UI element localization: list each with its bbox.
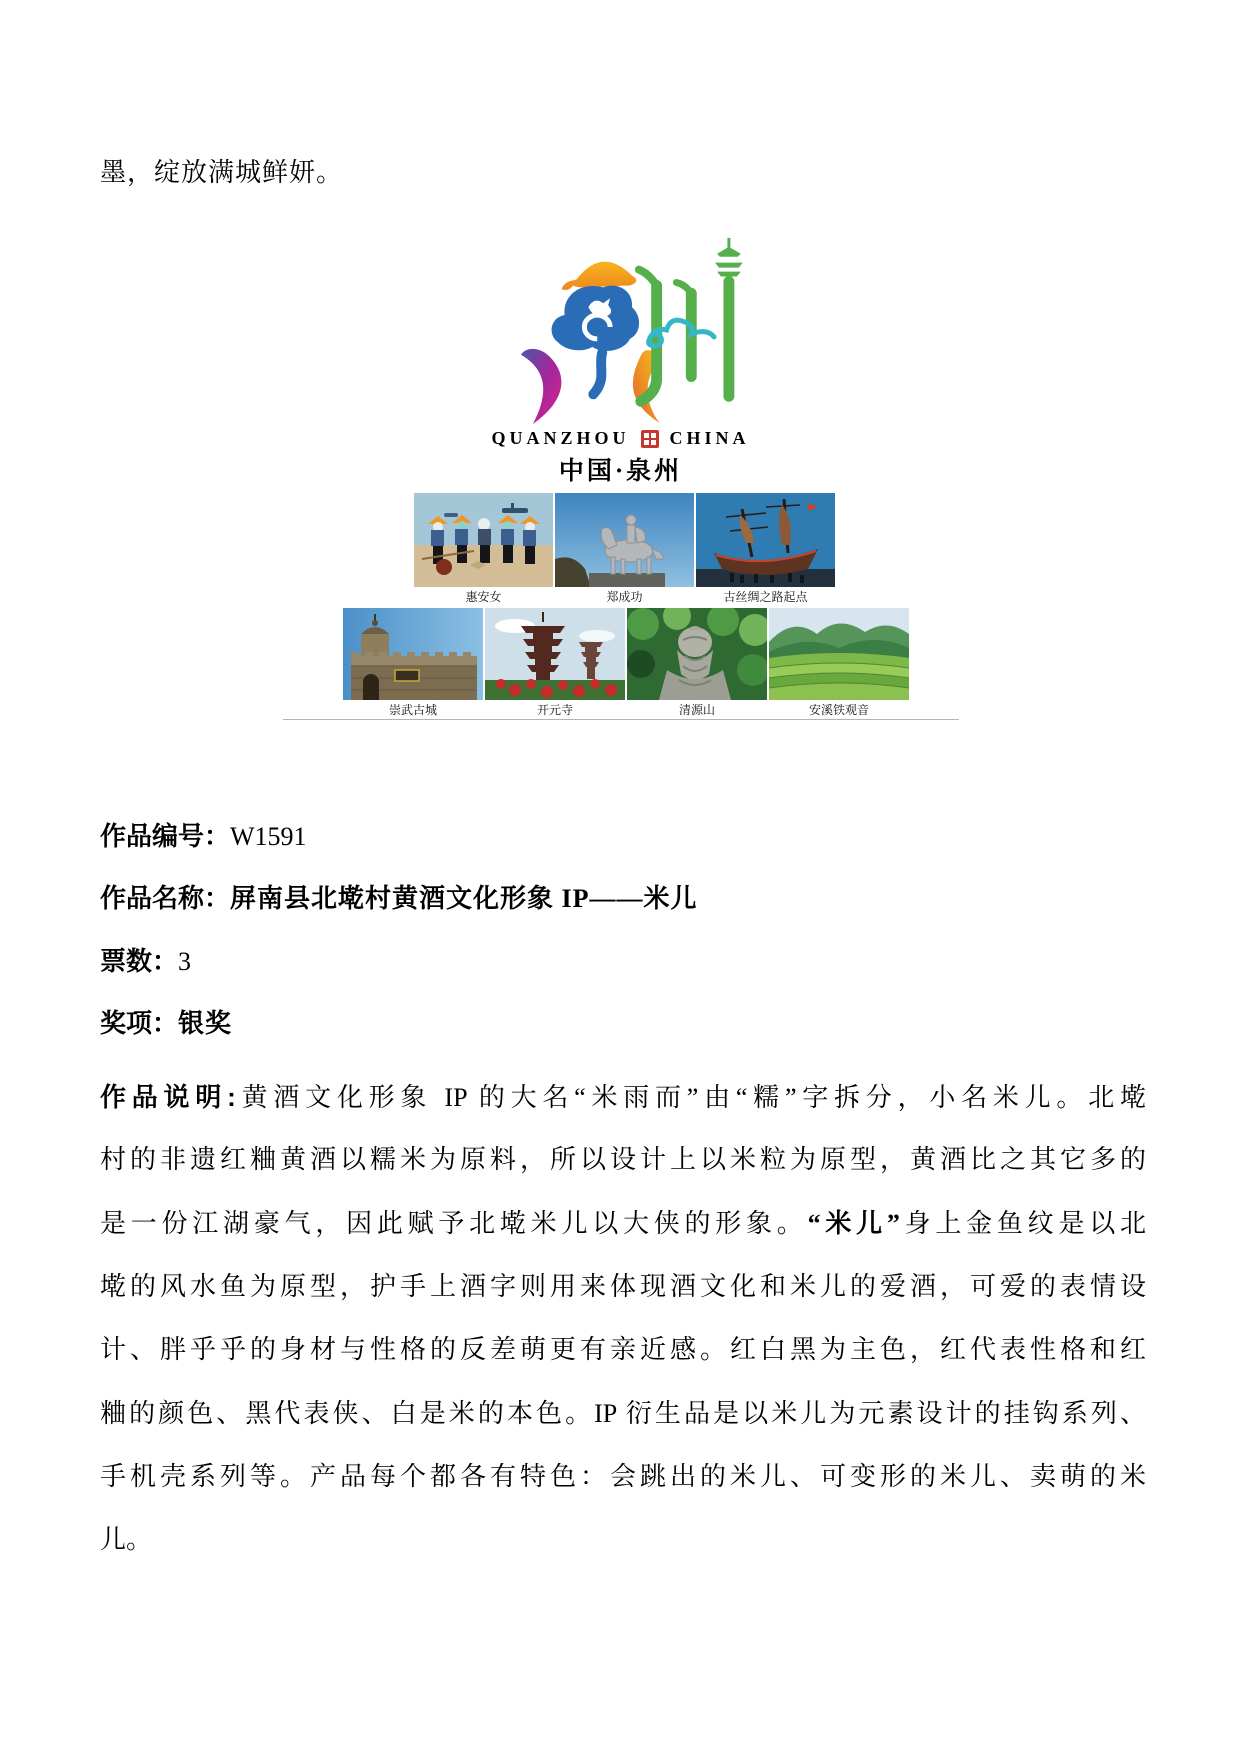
paragraph-continuation: 墨，绽放满城鲜妍。 [100,158,344,187]
photo-caption: 安溪铁观音 [808,703,869,717]
field-value: W1591 [230,822,307,851]
description-line: 计、胖乎乎的身材与性格的反差萌更有亲近感。红白黑为主色，红代表性格和红 [100,1335,1146,1364]
photo-zheng-chenggong [555,493,694,604]
chongwu-old-city-image [343,608,483,700]
photo-chongwu-old-city [343,608,483,717]
photo-silk-road-ship [696,493,835,604]
field-vote-count [100,944,191,979]
description-line [100,1080,1146,1115]
kaiyuan-temple-image [485,608,625,700]
divider-line [283,719,959,720]
field-label: 作品编号： [100,821,231,851]
field-entry-number [100,819,307,854]
silk-road-ship-image [696,493,835,587]
field-value: 3 [178,947,192,976]
field-label: 作品名称： [100,883,231,913]
field-award [100,1006,232,1041]
photo-row-1 [414,493,835,604]
anxi-tieguanyin-image [769,608,909,700]
description-line: 墘的风水鱼为原型，护手上酒字则用来体现酒文化和米儿的爱酒，可爱的表情设 [100,1272,1146,1301]
description-label: 作品说明: [100,1082,236,1112]
red-seal-icon [641,430,659,448]
field-value: 银奖 [178,1009,233,1038]
qingyuan-mountain-image [627,608,767,700]
description-line: 手机壳系列等。产品每个都各有特色：会跳出的米儿、可变形的米儿、卖萌的米 [100,1462,1146,1491]
logo-english-line [0,428,1241,449]
description-line: 儿。 [100,1525,153,1554]
description-line: 粬的颜色、黑代表侠、白是米的本色。IP 衍生品是以米儿为元素设计的挂钩系列、 [100,1399,1146,1428]
photo-huian-women [414,493,553,604]
field-label: 票数： [100,946,179,976]
field-entry-name [100,881,698,916]
huian-women-image [414,493,553,587]
photo-caption: 惠安女 [465,590,502,604]
photo-kaiyuan-temple [485,608,625,717]
field-value: 屏南县北墘村黄酒文化形象 IP——米儿 [230,884,698,913]
zheng-chenggong-image [555,493,694,587]
description-text-bold: “米儿” [807,1209,900,1238]
description-text: 是一份江湖豪气，因此赋予北墘米儿以大侠的形象。 [100,1209,808,1238]
photo-row-2 [343,608,909,717]
quanzhou-logo-icon [490,230,750,428]
photo-qingyuan-mountain [627,608,767,717]
photo-anxi-tieguanyin [769,608,909,717]
photo-caption: 清源山 [678,703,715,717]
logo-text-quanzhou: QUANZHOU [491,428,630,448]
logo-chinese-line: 中国·泉州 [558,458,683,485]
description-line [100,1207,1146,1241]
logo-text-china: CHINA [669,428,750,448]
photo-caption: 郑成功 [606,590,643,604]
photo-caption: 开元寺 [536,703,573,717]
description-text: 身上金鱼纹是以北 [899,1209,1146,1238]
description-line: 村的非遗红粬黄酒以糯米为原料，所以设计上以米粒为原型，黄酒比之其它多的 [100,1145,1146,1174]
photo-caption: 古丝绸之路起点 [723,590,808,604]
field-label: 奖项： [100,1008,179,1038]
description-text: 黄酒文化形象 IP 的大名“米雨而”由“糯”字拆分，小名米儿。北墘 [235,1083,1146,1112]
photo-caption: 崇武古城 [388,703,437,717]
